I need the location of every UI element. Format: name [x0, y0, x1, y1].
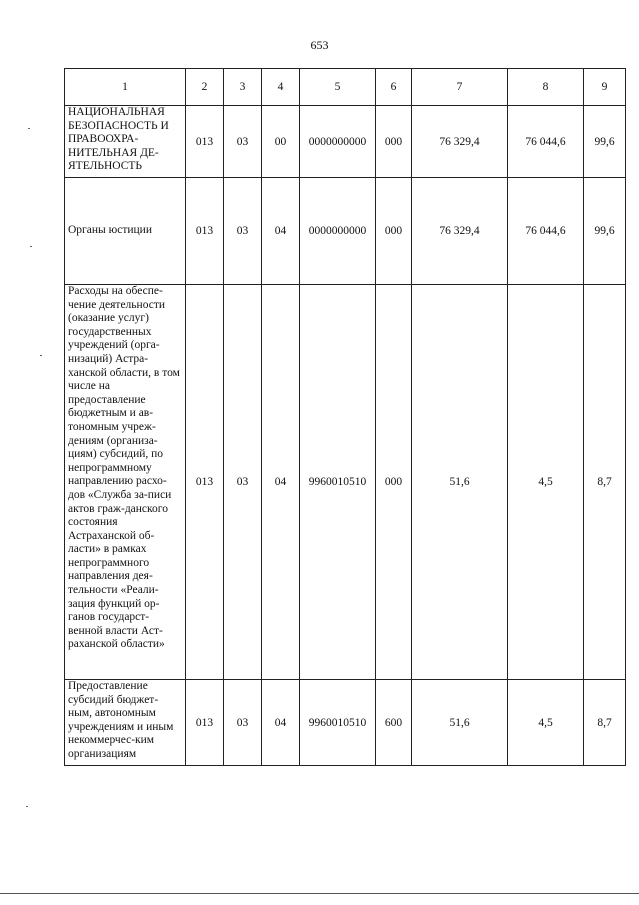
row-name-cell: НАЦИОНАЛЬНАЯ БЕЗОПАСНОСТЬ И ПРАВООХРА-НИТЕЛЬНАЯ ДЕ-ЯТЕЛЬНОСТЬ: [65, 106, 186, 178]
cell-c7: 76 329,4: [412, 106, 508, 178]
cell-c8: 4,5: [508, 285, 584, 680]
cell-c8: 76 044,6: [508, 106, 584, 178]
cell-c9: 99,6: [584, 106, 626, 178]
cell-c8: 76 044,6: [508, 178, 584, 285]
cell-c9: 99,6: [584, 178, 626, 285]
cell-c3: 03: [224, 680, 262, 766]
cell-c7: 76 329,4: [412, 178, 508, 285]
column-header: 8: [508, 69, 584, 106]
scan-speck: [26, 806, 28, 807]
cell-c6: 600: [376, 680, 412, 766]
cell-c2: 013: [186, 285, 224, 680]
column-header: 5: [300, 69, 376, 106]
table-row: [65, 285, 626, 680]
page-number: 653: [310, 38, 329, 52]
cell-c4: 00: [262, 106, 300, 178]
row-name-cell: Расходы на обеспе-чение деятельности (оказание услуг) государственных учреждений (орга-низаций) Астра-ханской области, в том числе на предоставление бюджетным и ав-тономным учреж-дениям (организа-циям) субсидий, по непрограммному направлению расхо-дов «Служба за-писи актов граж-данского состояния Астраханской об-ласти» в рамках непрограммного направления дея-тельности «Реали-зация функций ор-ганов государст-венной власти Аст-раханской области»: [65, 285, 186, 680]
cell-c6: 000: [376, 178, 412, 285]
cell-c2: 013: [186, 106, 224, 178]
table-header-row: [65, 69, 626, 106]
cell-c2: 013: [186, 680, 224, 766]
cell-c3: 03: [224, 106, 262, 178]
cell-c5: 0000000000: [300, 106, 376, 178]
table-row: [65, 680, 626, 766]
cell-c7: 51,6: [412, 285, 508, 680]
column-header: 7: [412, 69, 508, 106]
cell-c4: 04: [262, 285, 300, 680]
cell-c4: 04: [262, 178, 300, 285]
table-row: [65, 178, 626, 285]
column-header: 1: [65, 69, 186, 106]
row-name-cell: Органы юстиции: [65, 178, 186, 285]
column-header: 9: [584, 69, 626, 106]
cell-c4: 04: [262, 680, 300, 766]
cell-c9: 8,7: [584, 680, 626, 766]
cell-c9: 8,7: [584, 285, 626, 680]
column-header: 3: [224, 69, 262, 106]
table-row: [65, 106, 626, 178]
cell-c2: 013: [186, 178, 224, 285]
cell-c6: 000: [376, 106, 412, 178]
column-header: 6: [376, 69, 412, 106]
scan-speck: [30, 246, 32, 247]
budget-table: [64, 68, 626, 766]
column-header: 4: [262, 69, 300, 106]
cell-c3: 03: [224, 285, 262, 680]
column-header: 2: [186, 69, 224, 106]
cell-c8: 4,5: [508, 680, 584, 766]
scan-speck: [40, 355, 42, 356]
cell-c3: 03: [224, 178, 262, 285]
cell-c5: 9960010510: [300, 285, 376, 680]
scan-edge-line: [0, 893, 639, 894]
scan-speck: [28, 128, 30, 129]
cell-c7: 51,6: [412, 680, 508, 766]
cell-c5: 9960010510: [300, 680, 376, 766]
cell-c5: 0000000000: [300, 178, 376, 285]
cell-c6: 000: [376, 285, 412, 680]
row-name-cell: Предоставление субсидий бюджет-ным, автономным учреждениям и иным некоммерчес-ким организациям: [65, 680, 186, 766]
